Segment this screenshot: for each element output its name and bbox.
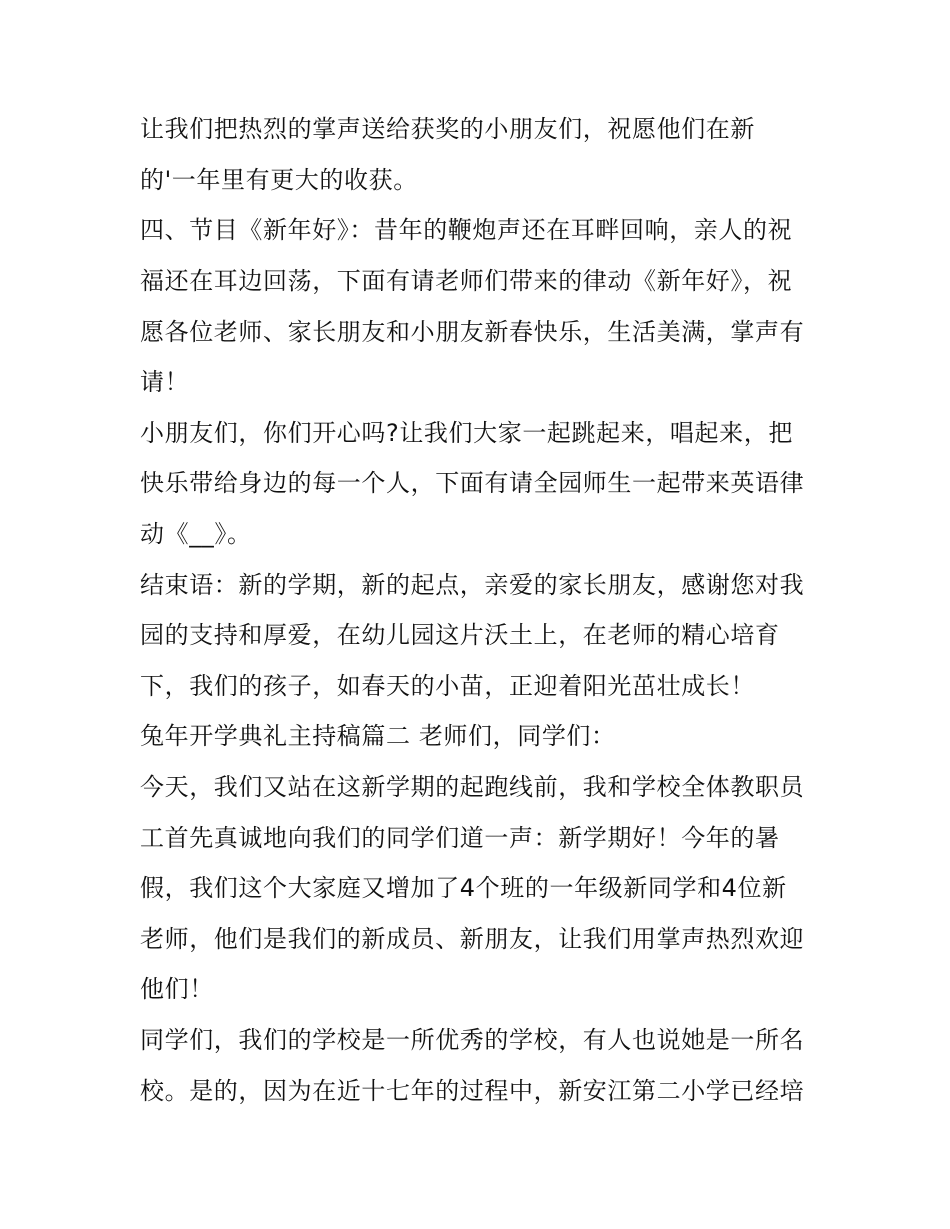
- text-line: 让我们把热烈的掌声送给获奖的小朋友们，祝愿他们在新: [140, 115, 755, 143]
- text-line: 的'一年里有更大的收获。: [140, 166, 418, 194]
- text-line: 福还在耳边回荡，下面有请老师们带来的律动《新年好》，祝: [140, 267, 793, 295]
- text-line: 他们！: [140, 975, 214, 1003]
- text-line: 同学们，我们的学校是一所优秀的学校，有人也说她是一所名: [140, 1026, 805, 1054]
- text-line: 兔年开学典礼主持稿篇二 老师们，同学们：: [140, 722, 616, 750]
- text-line: 请！: [140, 368, 190, 396]
- text-line: 假，我们这个大家庭又增加了4个班的一年级新同学和4位新: [140, 874, 787, 902]
- text-line: 结束语：新的学期，新的起点，亲爱的家长朋友，感谢您对我: [140, 571, 805, 599]
- text-line: 小朋友们，你们开心吗?让我们大家一起跳起来，唱起来，把: [140, 419, 793, 447]
- text-line: 动《__》。: [140, 520, 252, 548]
- text-line: 快乐带给身边的每一个人，下面有请全园师生一起带来英语律: [140, 469, 805, 497]
- text-line: 园的支持和厚爱，在幼儿园这片沃土上，在老师的精心培育: [140, 621, 780, 649]
- text-line: 今天，我们又站在这新学期的起跑线前，我和学校全体教职员: [140, 773, 805, 801]
- text-line: 下，我们的孩子，如春天的小苗，正迎着阳光茁壮成长！: [140, 672, 755, 700]
- text-line: 愿各位老师、家长朋友和小朋友新春快乐，生活美满，掌声有: [140, 318, 805, 346]
- text-line: 校。是的，因为在近十七年的过程中，新安江第二小学已经培: [140, 1077, 805, 1105]
- text-line: 工首先真诚地向我们的同学们道一声：新学期好！今年的暑: [140, 824, 780, 852]
- text-line: 四、节目《新年好》：昔年的鞭炮声还在耳畔回响，亲人的祝: [140, 216, 793, 244]
- text-line: 老师，他们是我们的新成员、新朋友，让我们用掌声热烈欢迎: [140, 925, 805, 953]
